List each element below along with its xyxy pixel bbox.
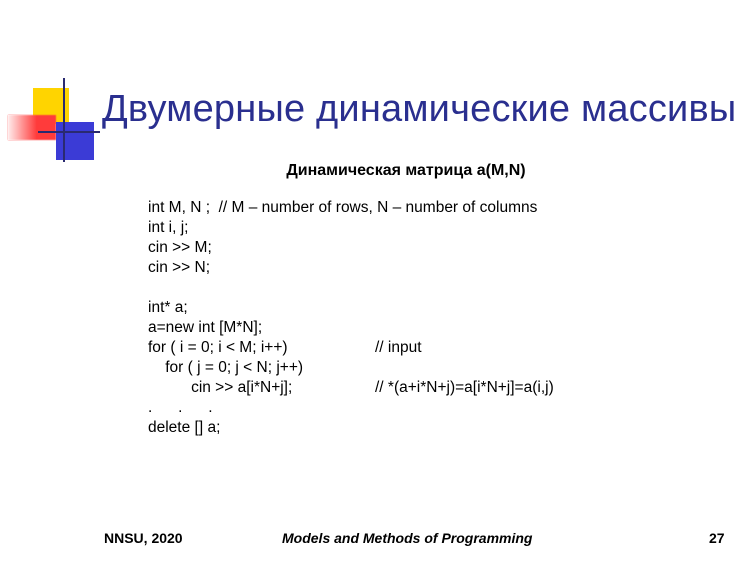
decor-red-fade	[8, 115, 56, 140]
code-line	[148, 258, 537, 278]
code-text: for ( i = 0; i < M; i++)	[148, 339, 288, 356]
code-text: . . .	[148, 399, 213, 416]
code-line	[148, 298, 537, 318]
code-text: cin >> N;	[148, 259, 211, 276]
code-line	[148, 218, 537, 238]
footer-course-title: Models and Methods of Programming	[282, 530, 533, 546]
code-line	[148, 378, 554, 398]
code-comment: // input	[375, 339, 422, 356]
code-text: delete [] a;	[148, 419, 221, 436]
footer-page-number: 27	[709, 530, 725, 546]
code-comment: // *(a+i*N+j)=a[i*N+j]=a(i,j)	[375, 379, 554, 396]
code-line	[148, 278, 537, 298]
code-line	[148, 198, 537, 218]
code-block	[148, 198, 554, 438]
code-line	[148, 358, 537, 378]
code-text: cin >> a[i*N+j];	[148, 379, 293, 396]
code-line	[148, 318, 537, 338]
slide-title: Двумерные динамические массивы	[102, 88, 737, 130]
footer-organization: NNSU, 2020	[104, 530, 183, 546]
code-text: a=new int [M*N];	[148, 319, 263, 336]
code-text: int i, j;	[148, 219, 189, 236]
code-text: for ( j = 0; j < N; j++)	[148, 359, 304, 376]
code-text: int M, N ; // M – number of rows, N – number of columns	[148, 199, 538, 216]
code-line	[148, 418, 537, 438]
decor-vertical-line	[63, 78, 65, 162]
code-text: int* a;	[148, 299, 188, 316]
decor-blue-square	[56, 122, 94, 160]
decor-horizontal-line	[38, 131, 100, 133]
code-line	[148, 238, 537, 258]
code-line	[148, 398, 537, 418]
code-line	[148, 338, 537, 358]
slide-subtitle: Динамическая матрица a(M,N)	[286, 162, 526, 179]
code-text: cin >> M;	[148, 239, 212, 256]
